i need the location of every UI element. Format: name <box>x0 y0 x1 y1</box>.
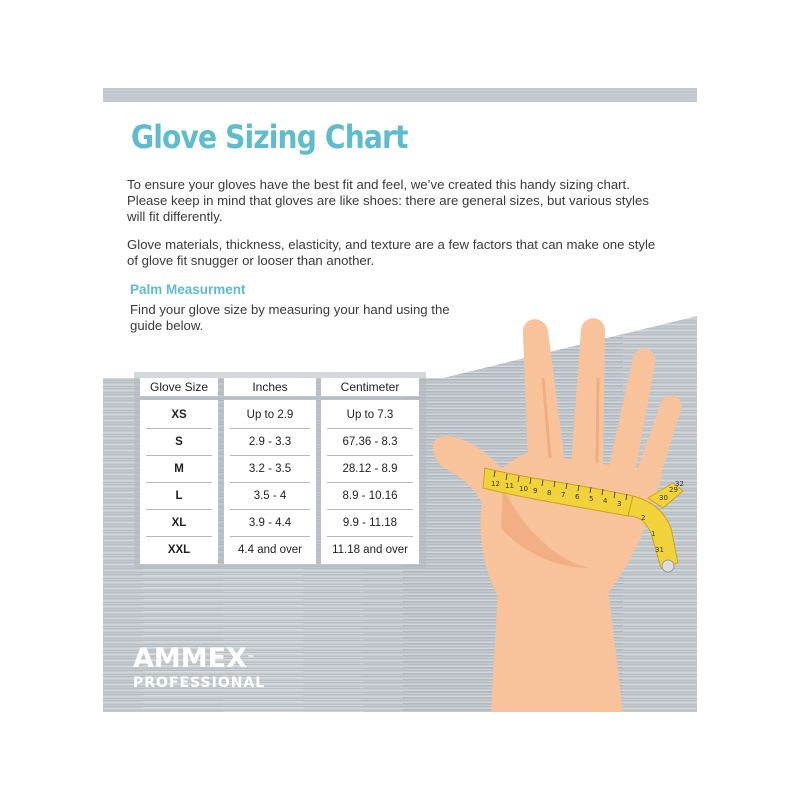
cm-cell: 8.9 - 10.16 <box>342 490 398 502</box>
tape-number: 11 <box>505 482 514 490</box>
tape-number: 3 <box>617 500 622 508</box>
intro-paragraph: To ensure your gloves have the best fit and feel, we’ve created this handy sizing chart. Please keep in mind that gloves are like shoes: there are general sizes, but various styles will fit differently. <box>127 177 649 224</box>
tape-number: 2 <box>641 514 646 522</box>
materials-paragraph: Glove materials, thickness, elasticity, and texture are a few factors that can make one style of glove fit snugger or looser than another. <box>127 237 656 268</box>
size-cell: L <box>175 490 183 502</box>
cm-cell: 9.9 - 11.18 <box>342 517 398 529</box>
tape-number: 7 <box>561 491 566 499</box>
size-cell: XL <box>171 517 187 529</box>
tape-number: 10 <box>519 485 528 493</box>
tape-number: 4 <box>603 497 608 505</box>
tape-number: 30 <box>659 494 668 502</box>
cm-cell: 67.36 - 8.3 <box>342 436 398 448</box>
tape-number: 31 <box>655 546 664 554</box>
hand-measurement-illustration <box>103 88 697 712</box>
tape-number: 32 <box>675 480 684 488</box>
size-cell: M <box>174 463 184 475</box>
tape-number: 29 <box>669 486 678 494</box>
cm-cell: 11.18 and over <box>332 544 408 556</box>
size-cell: XXL <box>167 544 191 556</box>
tape-number: 1 <box>651 530 656 538</box>
brand-name: AMMEX <box>133 643 247 674</box>
page-title: Glove Sizing Chart <box>131 118 408 156</box>
tape-number: 6 <box>575 493 580 501</box>
inches-cell: 2.9 - 3.3 <box>248 436 292 448</box>
size-cell: S <box>175 436 183 448</box>
header-centimeter: Centimeter <box>321 378 419 396</box>
trademark-symbol: ™ <box>246 654 255 663</box>
palm-measurement-heading: Palm Measurment <box>130 282 246 297</box>
header-glove-size: Glove Size <box>140 378 218 396</box>
sizing-chart-card <box>103 88 697 712</box>
ammex-professional-logo <box>133 644 265 692</box>
cm-cell: 28.12 - 8.9 <box>342 463 398 475</box>
inches-cell: 3.5 - 4 <box>253 490 287 502</box>
inches-cell: Up to 2.9 <box>246 409 294 421</box>
inches-cell: 4.4 and over <box>238 544 302 556</box>
inches-cell: 3.2 - 3.5 <box>248 463 292 475</box>
tape-number: 8 <box>547 489 552 497</box>
size-cell: XS <box>171 409 187 421</box>
inches-cell: 3.9 - 4.4 <box>248 517 292 529</box>
header-inches: Inches <box>224 378 316 396</box>
palm-measurement-text: Find your glove size by measuring your hand using the guide below. <box>130 302 450 333</box>
tape-number: 5 <box>589 495 594 503</box>
tape-number: 12 <box>491 480 500 488</box>
brand-tagline: PROFESSIONAL <box>133 675 266 691</box>
tape-number: 9 <box>533 487 538 495</box>
cm-cell: Up to 7.3 <box>346 409 394 421</box>
